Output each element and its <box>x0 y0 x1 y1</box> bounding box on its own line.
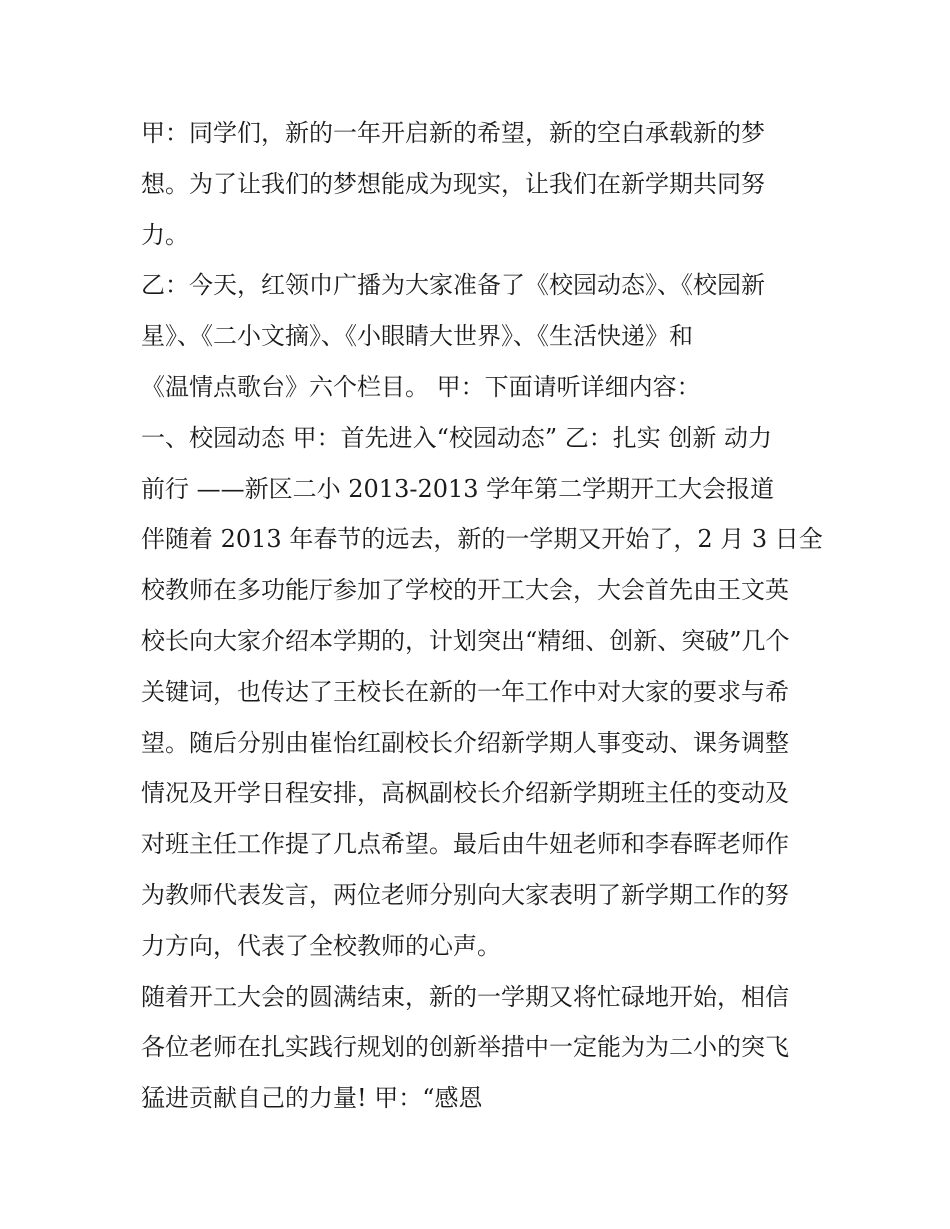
text-line: 一、校园动态 甲：首先进入“校园动态” 乙：扎实 创新 动力 <box>141 423 773 452</box>
text-line: 前行 ——新区二小 2013-2013 学年第二学期开工大会报道 <box>141 474 775 503</box>
text-line: 校长向大家介绍本学期的，计划突出“精细、创新、突破”几个 <box>141 626 790 655</box>
text-line: 《温情点歌台》六个栏目。 甲：下面请听详细内容： <box>141 372 701 401</box>
text-line: 望。随后分别由崔怡红副校长介绍新学期人事变动、课务调整 <box>141 728 789 757</box>
text-line: 想。为了让我们的梦想能成为现实，让我们在新学期共同努 <box>141 169 765 198</box>
text-line: 力。 <box>141 220 189 249</box>
text-line: 情况及开学日程安排，高枫副校长介绍新学期班主任的变动及 <box>141 779 789 808</box>
text-line: 为教师代表发言，两位老师分别向大家表明了新学期工作的努 <box>141 880 789 909</box>
text-line: 各位老师在扎实践行规划的创新举措中一定能为为二小的突飞 <box>141 1033 789 1062</box>
text-line: 力方向，代表了全校教师的心声。 <box>141 931 501 960</box>
text-line: 甲：同学们，新的一年开启新的希望，新的空白承载新的梦 <box>141 119 765 147</box>
text-line: 猛进贡献自己的力量! 甲：“感恩 <box>141 1084 483 1113</box>
document-body <box>141 108 823 1124</box>
text-line: 伴随着 2013 年春节的远去，新的一学期又开始了，2 月 3 日全 <box>141 525 823 554</box>
text-line: 关键词，也传达了王校长在新的一年工作中对大家的要求与希 <box>141 677 789 706</box>
text-line: 乙：今天，红领巾广播为大家准备了《校园动态》、《校园新 <box>141 271 765 300</box>
text-line: 随着开工大会的圆满结束，新的一学期又将忙碌地开始，相信 <box>141 982 789 1011</box>
text-line: 校教师在多功能厅参加了学校的开工大会，大会首先由王文英 <box>141 576 789 605</box>
text-line: 星》、《二小文摘》、《小眼睛大世界》、《生活快递》和 <box>141 322 693 351</box>
text-line: 对班主任工作提了几点希望。最后由牛妞老师和李春晖老师作 <box>141 830 789 859</box>
